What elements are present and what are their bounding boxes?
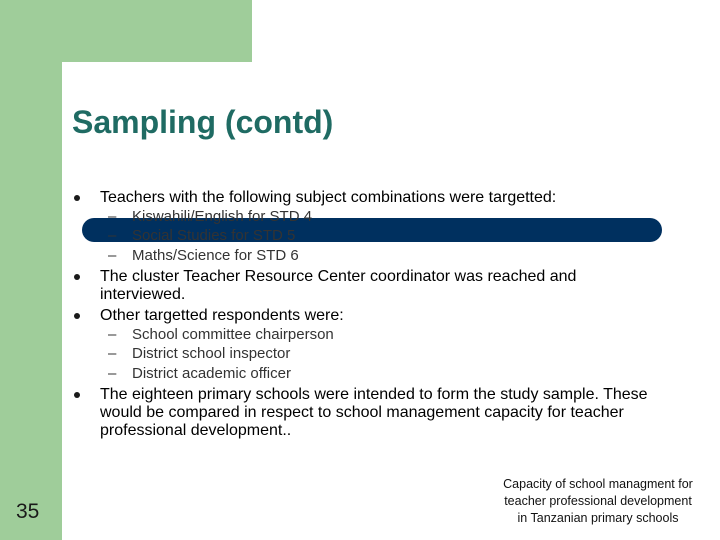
slide-title: Sampling (contd) [72, 104, 334, 140]
bullet-dot-icon [74, 195, 80, 201]
dash-icon: – [108, 365, 117, 382]
bullet-text: Other targetted respondents were: [100, 307, 344, 324]
dash-icon: – [108, 345, 117, 362]
bullet-text: Teachers with the following subject combinations were targetted: [100, 189, 557, 206]
dash-icon: – [108, 208, 117, 225]
sub-bullet-text: Maths/Science for STD 6 [132, 247, 299, 264]
dash-icon: – [108, 227, 117, 244]
page-number: 35 [16, 500, 40, 523]
bullet-dot-icon [74, 274, 80, 280]
dash-icon: – [108, 326, 117, 343]
footer-line: in Tanzanian primary schools [517, 511, 679, 525]
bullet-text: The cluster Teacher Resource Center coordinator was reached and interviewed. [100, 268, 577, 303]
sub-bullet-text: District school inspector [132, 345, 291, 362]
bullet-dot-icon [74, 313, 80, 319]
bullet-text: The eighteen primary schools were intended to form the study sample. These would be compared in respect to school management capacity for teacher professional development.. [100, 386, 648, 439]
sub-bullet-text: Social Studies for STD 5 [132, 227, 296, 244]
sub-bullet-text: School committee chairperson [132, 326, 334, 343]
dash-icon: – [108, 247, 117, 264]
bullet-dot-icon [74, 392, 80, 398]
footer-caption [448, 476, 720, 527]
footer-line: teacher professional development [504, 494, 692, 508]
sub-bullet-text: District academic officer [132, 365, 291, 382]
footer-line: Capacity of school managment for [503, 477, 693, 491]
sub-bullet-text: Kiswahili/English for STD 4 [132, 208, 313, 225]
